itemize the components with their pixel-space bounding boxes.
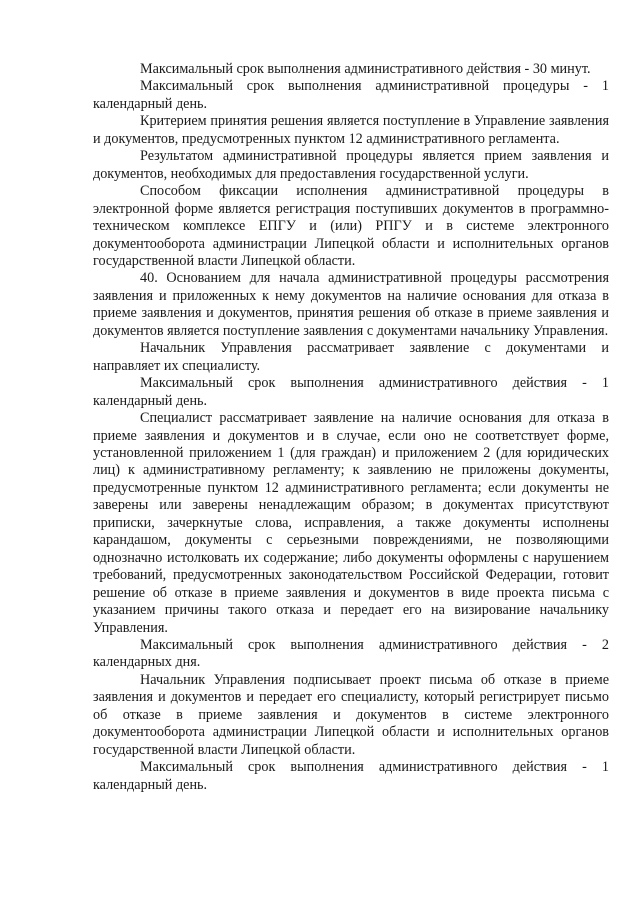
paragraph-head-reviews: Начальник Управления рассматривает заявление с документами и направляет их специалисту. [93,340,609,374]
paragraph-max-time-30-minutes: Максимальный срок выполнения административного действия - 30 минут. [140,61,591,77]
document-body [93,61,609,794]
paragraph-fixation-method: Способом фиксации исполнения административной процедуры в электронной форме является регистрация поступивших документов в программно-техническом комплексе ЕПГУ и (или) РПГУ и в системе электронного документооборота администрации Липецкой области и исполнительных органов государственной власти Липецкой области. [93,183,609,269]
paragraph-max-time-1-day-final: Максимальный срок выполнения административного действия - 1 календарный день. [93,759,609,793]
paragraph-max-time-1-day: Максимальный срок выполнения административного действия - 1 календарный день. [93,375,609,409]
paragraph-max-procedure-time: Максимальный срок выполнения административной процедуры - 1 календарный день. [93,78,609,112]
paragraph-head-signs-refusal: Начальник Управления подписывает проект письма об отказе в приеме заявления и документов и передает его специалисту, который регистрирует письмо об отказе в приеме заявления и документов в системе электронного документооборота администрации Липецкой области и исполнительных органов государственной власти Липецкой области. [93,671,609,758]
paragraph-decision-criterion: Критерием принятия решения является поступление в Управление заявления и документов, предусмотренных пунктом 12 административного регламента. [93,113,609,147]
paragraph-max-time-2-days: Максимальный срок выполнения административного действия - 2 календарных дня. [93,636,609,671]
paragraph-clause-40: 40. Основанием для начала административной процедуры рассмотрения заявления и приложенных к нему документов на наличие основания для отказа в приеме заявления и документов, принятия решения об отказе в приеме заявления и документов является поступление заявления с документами начальнику Управления. [93,270,609,339]
paragraph-specialist-review: Специалист рассматривает заявление на наличие основания для отказа в приеме заявления и документов и в случае, если оно не соответствует форме, установленной приложением 1 (для граждан) и приложением 2 (для юридических лиц) к административному регламенту; к заявлению не приложены документы, предусмотренные пунктом 12 административного регламента; если документы не заверены или заверены ненадлежащим образом; в документах присутствуют приписки, зачеркнутые слова, исправления, а также документы исполнены карандашом, документы с серьезными повреждениями, не позволяющими однозначно истолковать их содержание; либо документы оформлены с нарушением требований, предусмотренных законодательством Российской Федерации, готовит решение об отказе в приеме заявления и документов в виде проекта письма с указанием причины такого отказа и передает его на визирование начальнику Управления. [93,410,609,636]
paragraph-procedure-result: Результатом административной процедуры является прием заявления и документов, необходимых для предоставления государственной услуги. [93,148,609,182]
